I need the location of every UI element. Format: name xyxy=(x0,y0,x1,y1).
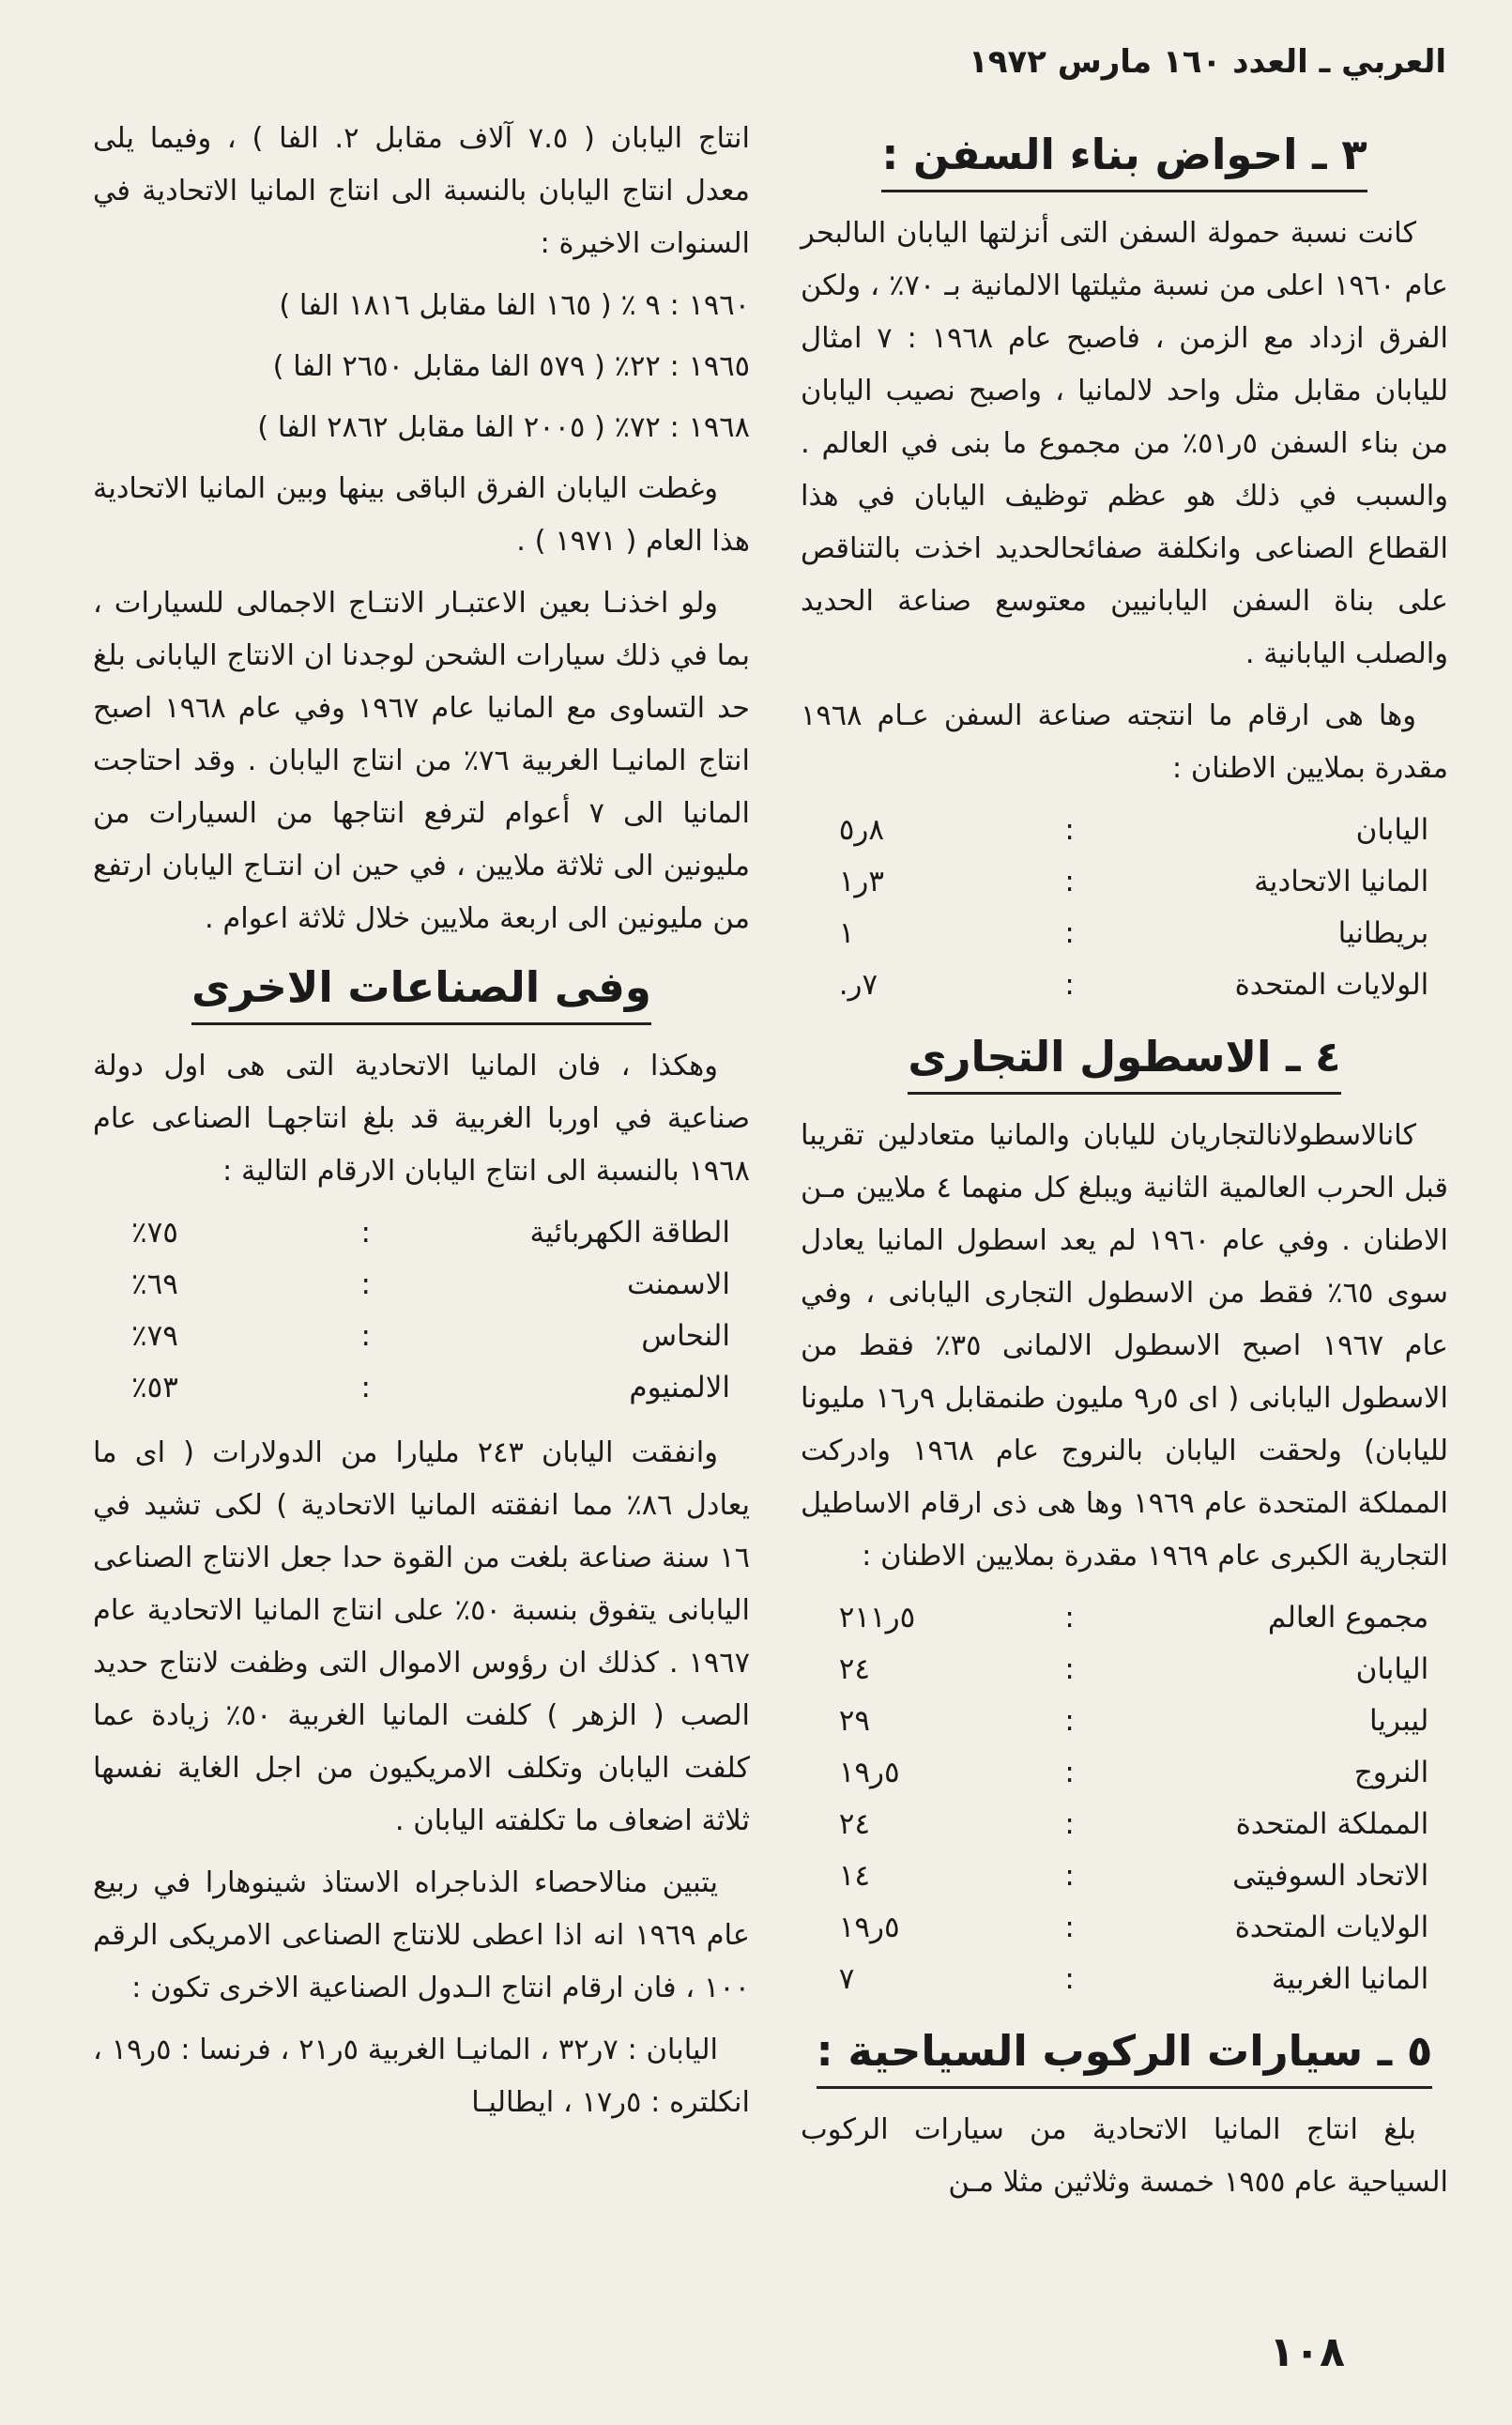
row-separator: : xyxy=(360,1371,371,1404)
row-value: ٢٩ xyxy=(838,1704,871,1738)
row-value: ٦٩٪ xyxy=(131,1267,178,1301)
table-row xyxy=(820,1799,1429,1850)
left-paragraph-3: ولو اخذنـا بعين الاعتبـار الانتـاج الاجمالى للسيارات ، بما في ذلك سيارات الشحن لوجدنا ان الانتاج اليابانى بلغ حد التساوى مع المانيا عام ١٩٦٧ وفي عام ١٩٦٨ اصبح انتاج المانيـا الغربية ٧٦٪ من انتاج اليابان . وقد احتاجت المانيا الى ٧ أعوام لترفع انتاجها من السيارات من مليونين الى ثلاثة ملايين ، في حين ان انتـاج اليابان ارتفع من مليونين الى اربعة ملايين خلال ثلاثة اعوام . xyxy=(93,587,751,935)
running-head: العربي ـ العدد ١٦٠ مارس ١٩٧٢ xyxy=(968,43,1446,81)
row-label: النحاس xyxy=(641,1319,730,1353)
row-label: الولايات المتحدة xyxy=(1234,968,1429,1002)
section-5-title xyxy=(801,2018,1448,2089)
row-value: ٧ر. xyxy=(838,968,878,1002)
table-row xyxy=(820,1747,1429,1799)
row-value: ٨ر٥ xyxy=(838,813,884,847)
left-paragraph-6: يتبين منالاحصاء الذىاجراه الاستاذ شينوهارا في ربيع عام ١٩٦٩ انه اذا اعطى للانتاج الصناعى الامريكى الرقم ١٠٠ ، فان ارقام انتاج الـدول الصناعية الاخرى تكون : xyxy=(93,1866,750,2004)
section-3-title xyxy=(801,122,1448,192)
left-paragraph-4: وهكذا ، فان المانيا الاتحادية التى هى اول دولة صناعية في اوربا الغربية قد بلغ انتاجهـا الصناعى عام ١٩٦٨ بالنسبة الى انتاج اليابان الارقام التالية : xyxy=(93,1050,750,1188)
row-separator: : xyxy=(1064,1601,1075,1635)
other-industries-title-text: وفى الصناعات الاخرى xyxy=(191,955,651,1025)
row-label: اليابان xyxy=(1355,813,1429,847)
row-separator: : xyxy=(1064,813,1075,847)
row-label: النروج xyxy=(1353,1756,1429,1789)
row-separator: : xyxy=(1064,1911,1075,1944)
right-column xyxy=(801,113,1448,2218)
merchant-fleet-table xyxy=(820,1592,1429,2005)
row-value: ٧٥٪ xyxy=(131,1216,178,1250)
row-separator: : xyxy=(1064,968,1075,1002)
left-paragraph-5: وانفقت اليابان ٢٤٣ مليارا من الدولارات ( اى ما يعادل ٨٦٪ مما انفقته المانيا الاتحادية ) لكى تشيد في ١٦ سنة صناعة بلغت من القوة حدا جعل الانتاج الصناعى اليابانى يتفوق بنسبة ٥٠٪ على انتاج المانيا الاتحادية عام ١٩٦٧ . كذلك ان رؤوس الاموال التى وظفت لانتاج حديد الصب ( الزهر ) كلفت المانيا الغربية ٥٠٪ زيادة عما كلفت اليابان وتكلف الامريكيون من اجل الغاية نفسها ثلاثة اضعاف ما تكلفته اليابان . xyxy=(93,1436,751,1837)
table-row xyxy=(820,1592,1429,1644)
row-label: بريطانيا xyxy=(1337,916,1429,950)
row-separator: : xyxy=(360,1216,371,1250)
year-ratio-line: ١٩٦٠ : ٩ ٪ ( ١٦٥ الفا مقابل ١٨١٦ الفا ) xyxy=(279,289,750,322)
row-label: الاسمنت xyxy=(627,1267,730,1301)
row-separator: : xyxy=(1064,1704,1075,1738)
row-label: اليابان xyxy=(1355,1652,1429,1686)
left-column xyxy=(93,113,750,2139)
row-separator: : xyxy=(1064,1859,1075,1893)
table-row xyxy=(113,1362,730,1414)
row-value: ٥ر١٩ xyxy=(838,1756,900,1789)
table-row xyxy=(820,959,1429,1011)
table-row xyxy=(820,908,1429,959)
ships-built-table xyxy=(820,805,1429,1011)
row-separator: : xyxy=(1064,916,1075,950)
row-separator: : xyxy=(1064,1756,1075,1789)
row-label: المانيا الاتحادية xyxy=(1254,865,1429,898)
left-paragraph-2: وغطت اليابان الفرق الباقى بينها وبين المانيا الاتحادية هذا العام ( ١٩٧١ ) . xyxy=(93,472,750,558)
table-row xyxy=(820,1850,1429,1902)
row-label: مجموع العالم xyxy=(1267,1601,1429,1635)
row-value: ٧ xyxy=(838,1962,855,1996)
row-value: ١٤ xyxy=(838,1859,871,1893)
row-value: ١ xyxy=(838,916,855,950)
section-5-paragraph-1: بلغ انتاج المانيا الاتحادية من سيارات الركوب السياحية عام ١٩٥٥ خمسة وثلاثين مثلا مـن xyxy=(801,2113,1448,2199)
other-industries-title xyxy=(93,955,750,1025)
year-ratio-line: ١٩٦٨ : ٧٢٪ ( ٢٠٠٥ الفا مقابل ٢٨٦٢ الفا ) xyxy=(257,411,750,444)
section-3-title-text: ٣ ـ احواض بناء السفن : xyxy=(881,122,1367,192)
row-separator: : xyxy=(1064,1807,1075,1841)
row-value: ٥٣٪ xyxy=(131,1371,178,1404)
table-row xyxy=(113,1259,730,1311)
row-label: الطاقة الكهربائية xyxy=(529,1216,730,1250)
row-label: ليبريا xyxy=(1368,1704,1429,1738)
row-label: المانيا الغربية xyxy=(1271,1962,1429,1996)
row-label: المملكة المتحدة xyxy=(1235,1807,1429,1841)
row-value: ٢٤ xyxy=(838,1652,871,1686)
table-row xyxy=(820,805,1429,856)
table-row xyxy=(113,1207,730,1259)
left-paragraph-7: اليابان : ٧ر٣٢ ، المانيـا الغربية ٥ر٢١ ، فرنسا : ٥ر١٩ ، انكلتره : ٥ر١٧ ، ايطاليـا xyxy=(93,2034,750,2119)
row-value: ٥ر٢١١ xyxy=(838,1601,916,1635)
row-label: الالمنيوم xyxy=(629,1371,730,1404)
left-paragraph-1: انتاج اليابان ( ٧.٥ آلاف مقابل ٢. الفا ) ، وفيما يلى معدل انتاج اليابان بالنسبة الى انتاج المانيا الاتحادية في السنوات الاخيرة : xyxy=(93,122,751,260)
table-row xyxy=(113,1311,730,1362)
page-number: ١٠٨ xyxy=(1269,2328,1345,2376)
row-value: ٣ر١ xyxy=(838,865,884,898)
section-4-title xyxy=(801,1024,1448,1095)
row-label: الولايات المتحدة xyxy=(1234,1911,1429,1944)
table-row xyxy=(820,1696,1429,1747)
row-value: ٧٩٪ xyxy=(131,1319,178,1353)
year-ratio-line: ١٩٦٥ : ٢٢٪ ( ٥٧٩ الفا مقابل ٢٦٥٠ الفا ) xyxy=(272,350,750,383)
row-value: ٥ر١٩ xyxy=(838,1911,900,1944)
row-separator: : xyxy=(1064,1962,1075,1996)
section-4-paragraph-1: كانالاسطولانالتجاريان لليابان والمانيا متعادلين تقريبا قبل الحرب العالمية الثانية ويبلغ كل منهما ٤ ملايين مـن الاطنان . وفي عام ١٩٦٠ لم يعد اسطول المانيا يعادل سوى ٦٥٪ فقط من الاسطول التجارى اليابانى ، وفي عام ١٩٦٧ اصبح الاسطول الالمانى ٣٥٪ فقط من الاسطول اليابانى ( اى ٥ر٩ مليون طنمقابل ٩ر١٦ مليونا لليابان) ولحقت اليابان بالنروج عام ١٩٦٨ وادركت المملكة المتحدة عام ١٩٦٩ وها هى ذى ارقام الاساطيل التجارية الكبرى عام ١٩٦٩ مقدرة بملايين الاطنان : xyxy=(801,1119,1449,1573)
section-3-paragraph-2: وها هى ارقام ما انتجته صناعة السفن عـام ١٩٦٨ مقدرة بملايين الاطنان : xyxy=(801,699,1448,785)
row-separator: : xyxy=(1064,1652,1075,1686)
table-row xyxy=(820,856,1429,908)
industry-ratio-table xyxy=(113,1207,730,1414)
row-value: ٢٤ xyxy=(838,1807,871,1841)
row-separator: : xyxy=(360,1319,371,1353)
row-separator: : xyxy=(360,1267,371,1301)
section-5-title-text: ٥ ـ سيارات الركوب السياحية : xyxy=(817,2018,1433,2089)
table-row xyxy=(820,1954,1429,2005)
row-separator: : xyxy=(1064,865,1075,898)
row-label: الاتحاد السوفيتى xyxy=(1232,1859,1429,1893)
section-4-title-text: ٤ ـ الاسطول التجارى xyxy=(908,1024,1340,1095)
table-row xyxy=(820,1644,1429,1696)
table-row xyxy=(820,1902,1429,1954)
section-3-paragraph-1: كانت نسبة حمولة السفن التى أنزلتها اليابان الىالبحر عام ١٩٦٠ اعلى من نسبة مثيلتها الالمانية بـ ٧٠٪ ، ولكن الفرق ازداد مع الزمن ، فاصبح عام ١٩٦٨ : ٧ امثال لليابان مقابل مثل واحد لالمانيا ، واصبح نصيب اليابان من بناء السفن ٥ر٥١٪ من مجموع ما بنى في العالم . والسبب في ذلك هو عظم توظيف اليابان في هذا القطاع الصناعى وانكلفة صفائحالحديد اخذت بالتناقص على بناة السفن اليابانيين معتوسع صناعة الحديد والصلب اليابانية . xyxy=(801,217,1449,670)
